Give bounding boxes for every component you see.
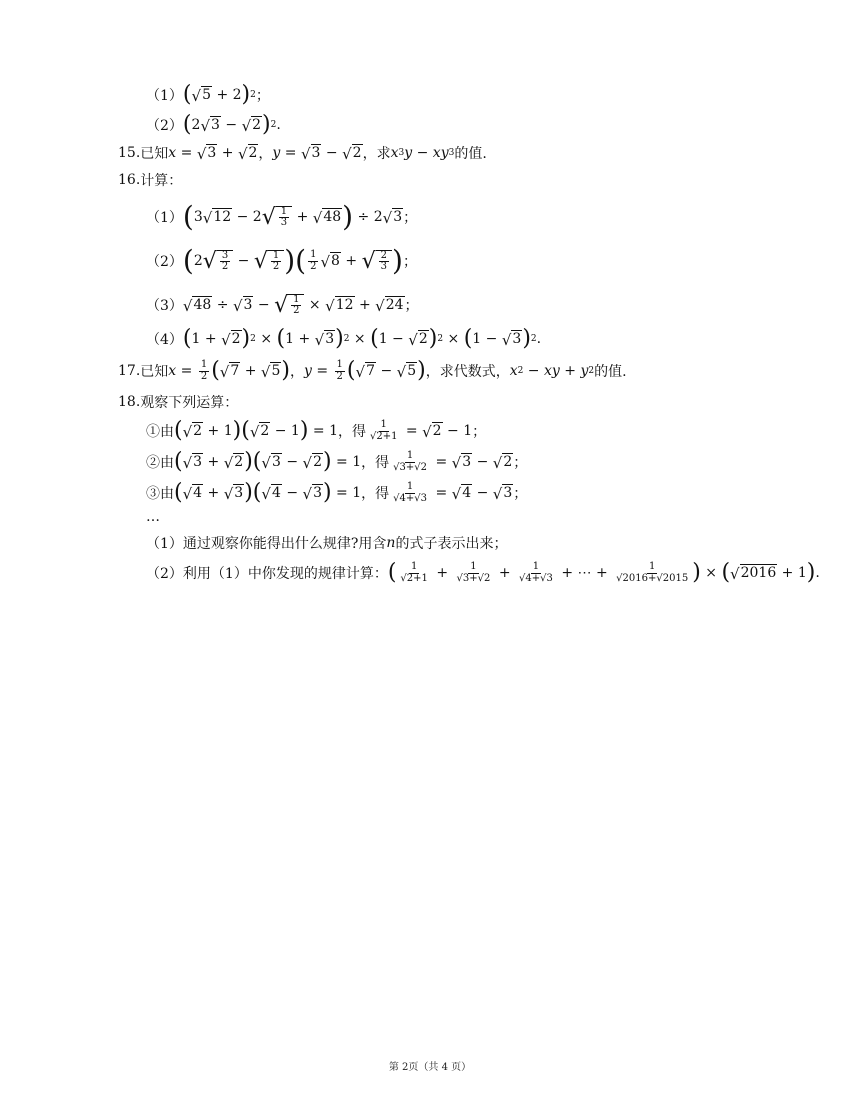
problem-18-case-3: ③由 ( √ 4 + √ 3 ) ( √ 4 − √ 3 ) = 1 ，得 $\frac{1}{√4+√3}$ = √ 4 − √ 3 ； [146,480,528,506]
problem-16-part-4: （4） ( 1 + √ 2 ) 2 × ( 1 + √ 3 ) 2 × ( 1 − √ 2 ) 2 × ( 1 − √ 3 ) 2 . [146,326,542,352]
problem-15: 15. 已知 x = √ 3 + √ 2 ， y = √ 3 − √ 2 ，求 x 3 y − xy 3 的值. [118,144,487,163]
problem-16-part-2: （2） ( 2 √ $\frac{3}{2}$ − √ $\frac{1}{2}$ ) ( $\frac{1}{2}$ √ 8 + √ $\frac{2}{3}$ ) ； [146,244,417,278]
problem-17: 17. 已知 x = $\frac{1}{2}$ ( √ 7 + √ 5 ) ， y = $\frac{1}{2}$ ( √ 7 − √ 5 ) ，求代数式， x 2 − xy + y 2 的值. [118,358,627,384]
problem-18-ellipsis: … [146,509,160,525]
page-footer: 第 2页（共 4 页） [388,1062,472,1073]
problem-18-case-1: ①由 ( √ 2 + 1 ) ( √ 2 − 1 ) = 1 ，得 $\frac{1}{√2+1}$ = √ 2 − 1 ； [146,418,487,444]
problem-14-part-1: （1） ( √ 5 + 2 ) 2 ； [146,82,270,108]
problem-16-part-3: （3） √ 48 ÷ √ 3 − √ $\frac{1}{2}$ × √ 12 + √ 24 ； [146,292,419,318]
problem-18-title: 18. 观察下列运算： [118,394,239,411]
problem-16-part-1: （1） ( 3 √ 12 − 2 √ $\frac{1}{3}$ + √ 48 ) ÷ 2 √ 3 ； [146,200,418,234]
problem-14-part-2: （2） ( 2 √ 3 − √ 2 ) 2 . [146,112,281,138]
problem-18-question-2: （2）利用（1）中你发现的规律计算： ( $\frac{1}{√2+1}$ + $\frac{1}{√3+√2}$ + $\frac{1}{√4+√3}$ + ⋯ + $\frac{1}{√2016+√2015}$ ) × ( √ 2016 + 1 ) . [146,560,820,586]
problem-18-question-1: （1）通过观察你能得出什么规律?用含 n 的式子表示出来； [146,535,508,552]
problem-16-title: 16. 计算： [118,172,183,189]
problem-18-case-2: ②由 ( √ 3 + √ 2 ) ( √ 3 − √ 2 ) = 1 ，得 $\frac{1}{√3+√2}$ = √ 3 − √ 2 ； [146,449,528,475]
